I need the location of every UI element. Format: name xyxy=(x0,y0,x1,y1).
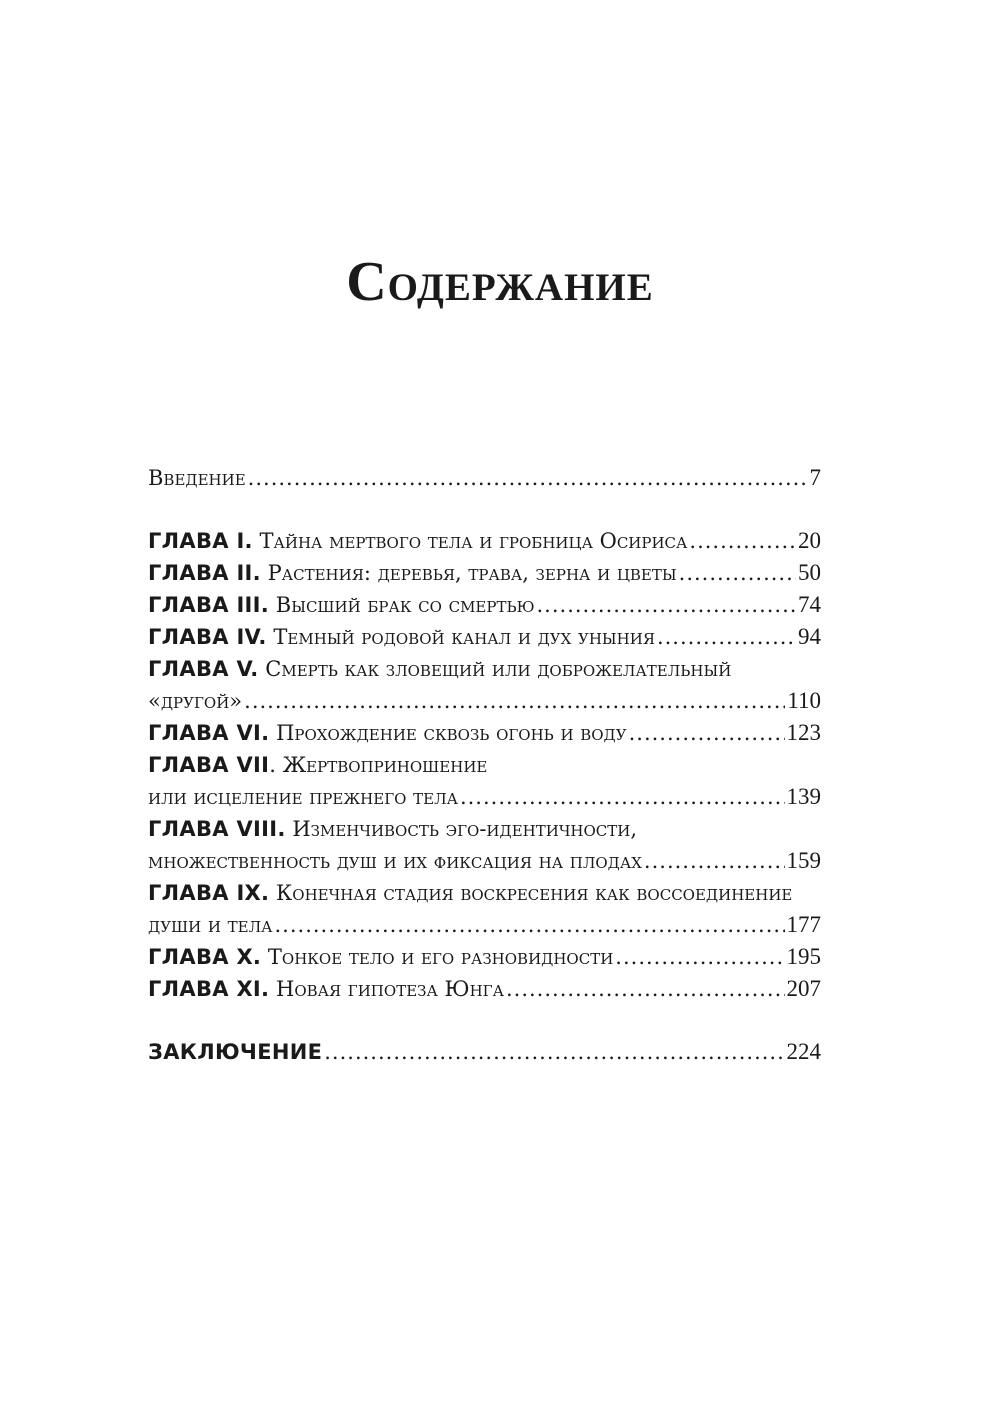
leader-dots xyxy=(324,1036,784,1068)
chapter-label: ГЛАВА VIII. xyxy=(148,817,286,841)
leader-dots xyxy=(275,909,785,941)
toc-entry-text: Высший брак со смертью xyxy=(275,593,535,617)
toc-page-number: 94 xyxy=(798,624,821,649)
chapter-label: ГЛАВА III. xyxy=(148,593,270,617)
toc-entry-chapter-11[interactable] xyxy=(148,973,821,1005)
toc-page-number: 195 xyxy=(786,944,821,969)
chapter-label: ГЛАВА X. xyxy=(148,945,262,969)
toc-page-number: 159 xyxy=(786,848,821,873)
leader-dots xyxy=(679,557,796,589)
toc-entry-text: Темный родовой канал и дух уныния xyxy=(273,625,655,649)
toc-entry-text-continued: множественность душ и их фиксация на плодах xyxy=(148,849,642,873)
toc-entry-text: Изменчивость эго-идентичности, xyxy=(292,817,638,841)
toc-entry-text-continued: души и тела xyxy=(148,913,273,937)
toc-entry-text: Растения: деревья, трава, зерна и цветы xyxy=(267,561,677,585)
toc-entry-chapter-9[interactable] xyxy=(148,877,821,941)
leader-dots xyxy=(657,621,796,653)
toc-page-number: 50 xyxy=(798,560,821,585)
toc-entry-chapter-6[interactable] xyxy=(148,717,821,749)
toc-entry-intro[interactable] xyxy=(148,462,821,494)
chapter-label: ГЛАВА XI. xyxy=(148,977,270,1001)
leader-dots xyxy=(506,973,785,1005)
chapter-label: ГЛАВА IV. xyxy=(148,625,267,649)
toc-entry-chapter-3[interactable] xyxy=(148,589,821,621)
chapter-label: ГЛАВА VI. xyxy=(148,721,270,745)
toc-entry-chapter-7[interactable] xyxy=(148,749,821,813)
toc-entry-chapter-8[interactable] xyxy=(148,813,821,877)
toc-entry-text-continued: или исцеление прежнего тела xyxy=(148,785,458,809)
toc-entry-chapter-1[interactable] xyxy=(148,525,821,557)
toc-entry-conclusion[interactable] xyxy=(148,1036,821,1068)
leader-dots xyxy=(644,845,785,877)
toc-entry-text: Тайна мертвого тела и гробница Осириса xyxy=(259,529,688,553)
chapter-label: ГЛАВА I. xyxy=(148,529,253,553)
chapter-label: ГЛАВА IX. xyxy=(148,881,270,905)
toc-entry-chapter-5[interactable] xyxy=(148,653,821,717)
leader-dots xyxy=(615,941,784,973)
toc-entry-text-continued: «другой» xyxy=(148,689,243,713)
conclusion-label: ЗАКЛЮЧЕНИЕ xyxy=(148,1040,323,1064)
chapter-label: ГЛАВА V. xyxy=(148,657,259,681)
toc-entry-chapter-2[interactable] xyxy=(148,557,821,589)
toc-page-number: 224 xyxy=(786,1039,821,1064)
toc-entry-text: Новая гипотеза Юнга xyxy=(276,977,504,1001)
toc-page-number: 7 xyxy=(809,465,821,490)
leader-dots xyxy=(460,781,785,813)
leader-dots xyxy=(248,462,808,494)
toc-entry-text: . Жертвоприношение xyxy=(269,753,488,777)
table-of-contents xyxy=(148,462,821,1068)
toc-entry-chapter-10[interactable] xyxy=(148,941,821,973)
toc-entry-text: Конечная стадия воскресения как воссоединение xyxy=(276,881,793,905)
toc-entry-text: Смерть как зловещий или доброжелательный xyxy=(265,657,732,681)
toc-page-number: 74 xyxy=(798,592,821,617)
toc-page-number: 139 xyxy=(786,784,821,809)
page-title: Содержание xyxy=(346,251,654,313)
toc-entry-text: Тонкое тело и его разновидности xyxy=(267,945,614,969)
chapter-label: ГЛАВА II. xyxy=(148,561,261,585)
leader-dots xyxy=(689,525,796,557)
toc-page-number: 177 xyxy=(786,912,821,937)
leader-dots xyxy=(244,685,785,717)
leader-dots xyxy=(537,589,797,621)
toc-entry-text: Введение xyxy=(148,466,246,490)
toc-page-number: 20 xyxy=(798,528,821,553)
toc-page-number: 207 xyxy=(786,976,821,1001)
toc-page-number: 123 xyxy=(786,720,821,745)
toc-entry-chapter-4[interactable] xyxy=(148,621,821,653)
leader-dots xyxy=(629,717,785,749)
chapter-label: ГЛАВА VII xyxy=(148,753,270,777)
toc-page-number: 110 xyxy=(787,688,821,713)
toc-entry-text: Прохождение сквозь огонь и воду xyxy=(276,721,627,745)
